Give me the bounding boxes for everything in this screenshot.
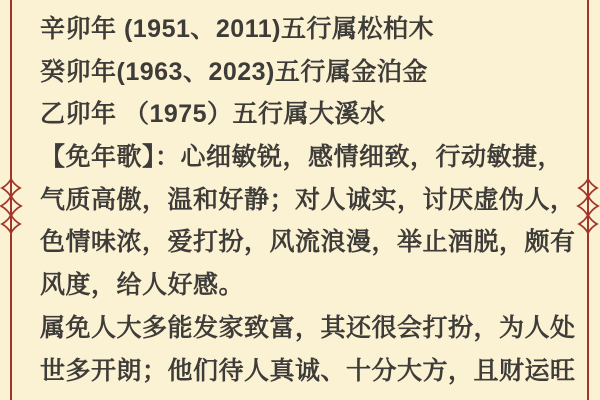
text-line-year-yimao: 乙卯年 （1975）五行属大溪水 [40,100,386,129]
diamond-ornament-left-icon [0,177,23,235]
zodiac-text-block [40,8,576,392]
text-line-song-3: 色情味浓，爱打扮，风流浪漫，举止酒脱，颇有 [40,228,576,257]
text-line-fortune-2: 世多开朗；他们待人真诚、十分大方，且财运旺 [40,356,576,385]
text-line-year-xinmao: 辛卯年 (1951、2011)五行属松柏木 [40,15,434,43]
text-line-song-2: 气质高傲，温和好静；对人诚实，讨厌虚伪人， [40,185,576,214]
text-line-song-1: 【免年歌】：心细敏锐，感情细致，行动敏捷， [40,143,564,172]
text-line-year-guimao: 癸卯年(1963、2023)五行属金泊金 [40,57,428,86]
diamond-ornament-right-icon [576,177,600,235]
text-line-song-4: 风度，给人好感。 [40,271,245,300]
text-line-fortune-1: 属免人大多能发家致富，其还很会打扮，为人处 [40,313,576,342]
